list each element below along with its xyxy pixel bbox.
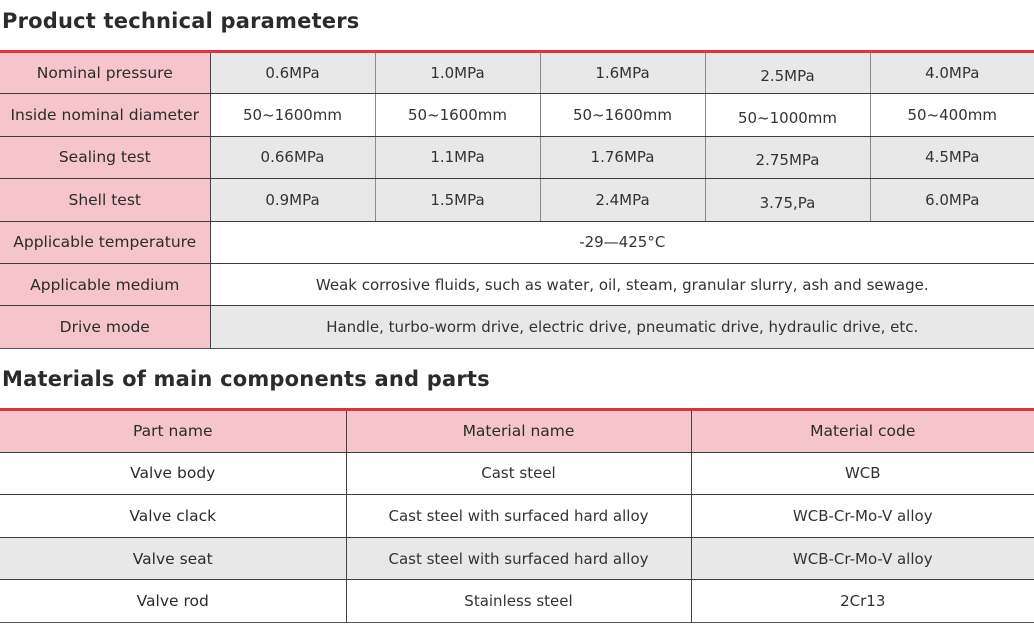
table-cell: 0.66MPa xyxy=(210,136,375,178)
material-code-cell: WCB-Cr-Mo-V alloy xyxy=(691,495,1034,538)
table-cell: 4.5MPa xyxy=(870,136,1034,178)
table-cell: 1.6MPa xyxy=(540,52,705,94)
table-cell: 1.0MPa xyxy=(375,52,540,94)
table-row-shell-test xyxy=(0,179,1034,221)
materials-title: Materials of main components and parts xyxy=(2,367,490,391)
table-cell: 0.9MPa xyxy=(210,179,375,221)
row-label-applicable-medium: Applicable medium xyxy=(0,263,210,305)
material-code-cell: WCB xyxy=(691,452,1034,495)
table-row-applicable-medium xyxy=(0,263,1034,305)
table-cell: 1.1MPa xyxy=(375,136,540,178)
material-name-cell: Cast steel with surfaced hard alloy xyxy=(346,537,691,580)
table-cell: 50~1600mm xyxy=(375,94,540,136)
column-header-part-name: Part name xyxy=(0,410,346,453)
table-row-nominal-pressure xyxy=(0,52,1034,94)
material-name-cell: Cast steel xyxy=(346,452,691,495)
table-cell xyxy=(705,52,870,94)
table-cell: 4.0MPa xyxy=(870,52,1034,94)
material-code-cell: WCB-Cr-Mo-V alloy xyxy=(691,537,1034,580)
row-label-sealing-test: Sealing test xyxy=(0,136,210,178)
table-row xyxy=(0,495,1034,538)
table-cell-drive-mode: Handle, turbo-worm drive, electric drive, pneumatic drive, hydraulic drive, etc. xyxy=(210,306,1034,348)
table-row-applicable-temperature xyxy=(0,221,1034,263)
table-cell: 0.6MPa xyxy=(210,52,375,94)
table-cell: 1.76MPa xyxy=(540,136,705,178)
table-row-inside-nominal-diameter xyxy=(0,94,1034,136)
table-cell xyxy=(705,94,870,136)
cell-value: 2.5MPa xyxy=(760,67,815,86)
table-cell: 50~400mm xyxy=(870,94,1034,136)
table-cell-temperature: -29—425°C xyxy=(210,221,1034,263)
technical-parameters-table xyxy=(0,50,1034,349)
table-row xyxy=(0,580,1034,623)
materials-table xyxy=(0,408,1034,623)
table-cell-medium: Weak corrosive fluids, such as water, oil, steam, granular slurry, ash and sewage. xyxy=(210,263,1034,305)
table-cell xyxy=(705,136,870,178)
cell-value: 2.75MPa xyxy=(755,151,820,170)
row-label-inside-nominal-diameter: Inside nominal diameter xyxy=(0,94,210,136)
column-header-material-code: Material code xyxy=(691,410,1034,453)
table-cell: 6.0MPa xyxy=(870,179,1034,221)
part-name-cell: Valve rod xyxy=(136,592,209,611)
table-cell: 2.4MPa xyxy=(540,179,705,221)
column-header-material-name: Material name xyxy=(346,410,691,453)
row-label-drive-mode: Drive mode xyxy=(0,306,210,348)
material-name-cell: Cast steel with surfaced hard alloy xyxy=(346,495,691,538)
cell-value: 50~1000mm xyxy=(737,109,838,128)
row-label-applicable-temperature: Applicable temperature xyxy=(0,221,210,263)
table-cell: 1.5MPa xyxy=(375,179,540,221)
part-name-cell: Valve seat xyxy=(0,537,346,580)
table-row xyxy=(0,537,1034,580)
row-label-nominal-pressure: Nominal pressure xyxy=(0,52,210,94)
cell-value: 3.75,Pa xyxy=(759,193,816,212)
row-label-shell-test: Shell test xyxy=(0,179,210,221)
table-header-row xyxy=(0,410,1034,453)
part-name-cell: Valve body xyxy=(0,452,346,495)
material-code-cell: 2Cr13 xyxy=(691,580,1034,623)
table-cell: 50~1600mm xyxy=(540,94,705,136)
table-row-drive-mode xyxy=(0,306,1034,348)
table-row xyxy=(0,452,1034,495)
part-name-cell: Valve clack xyxy=(0,495,346,538)
table-cell: 50~1600mm xyxy=(210,94,375,136)
table-row-sealing-test xyxy=(0,136,1034,178)
material-name-cell: Stainless steel xyxy=(346,580,691,623)
table-cell xyxy=(705,179,870,221)
technical-parameters-title: Product technical parameters xyxy=(2,9,360,33)
